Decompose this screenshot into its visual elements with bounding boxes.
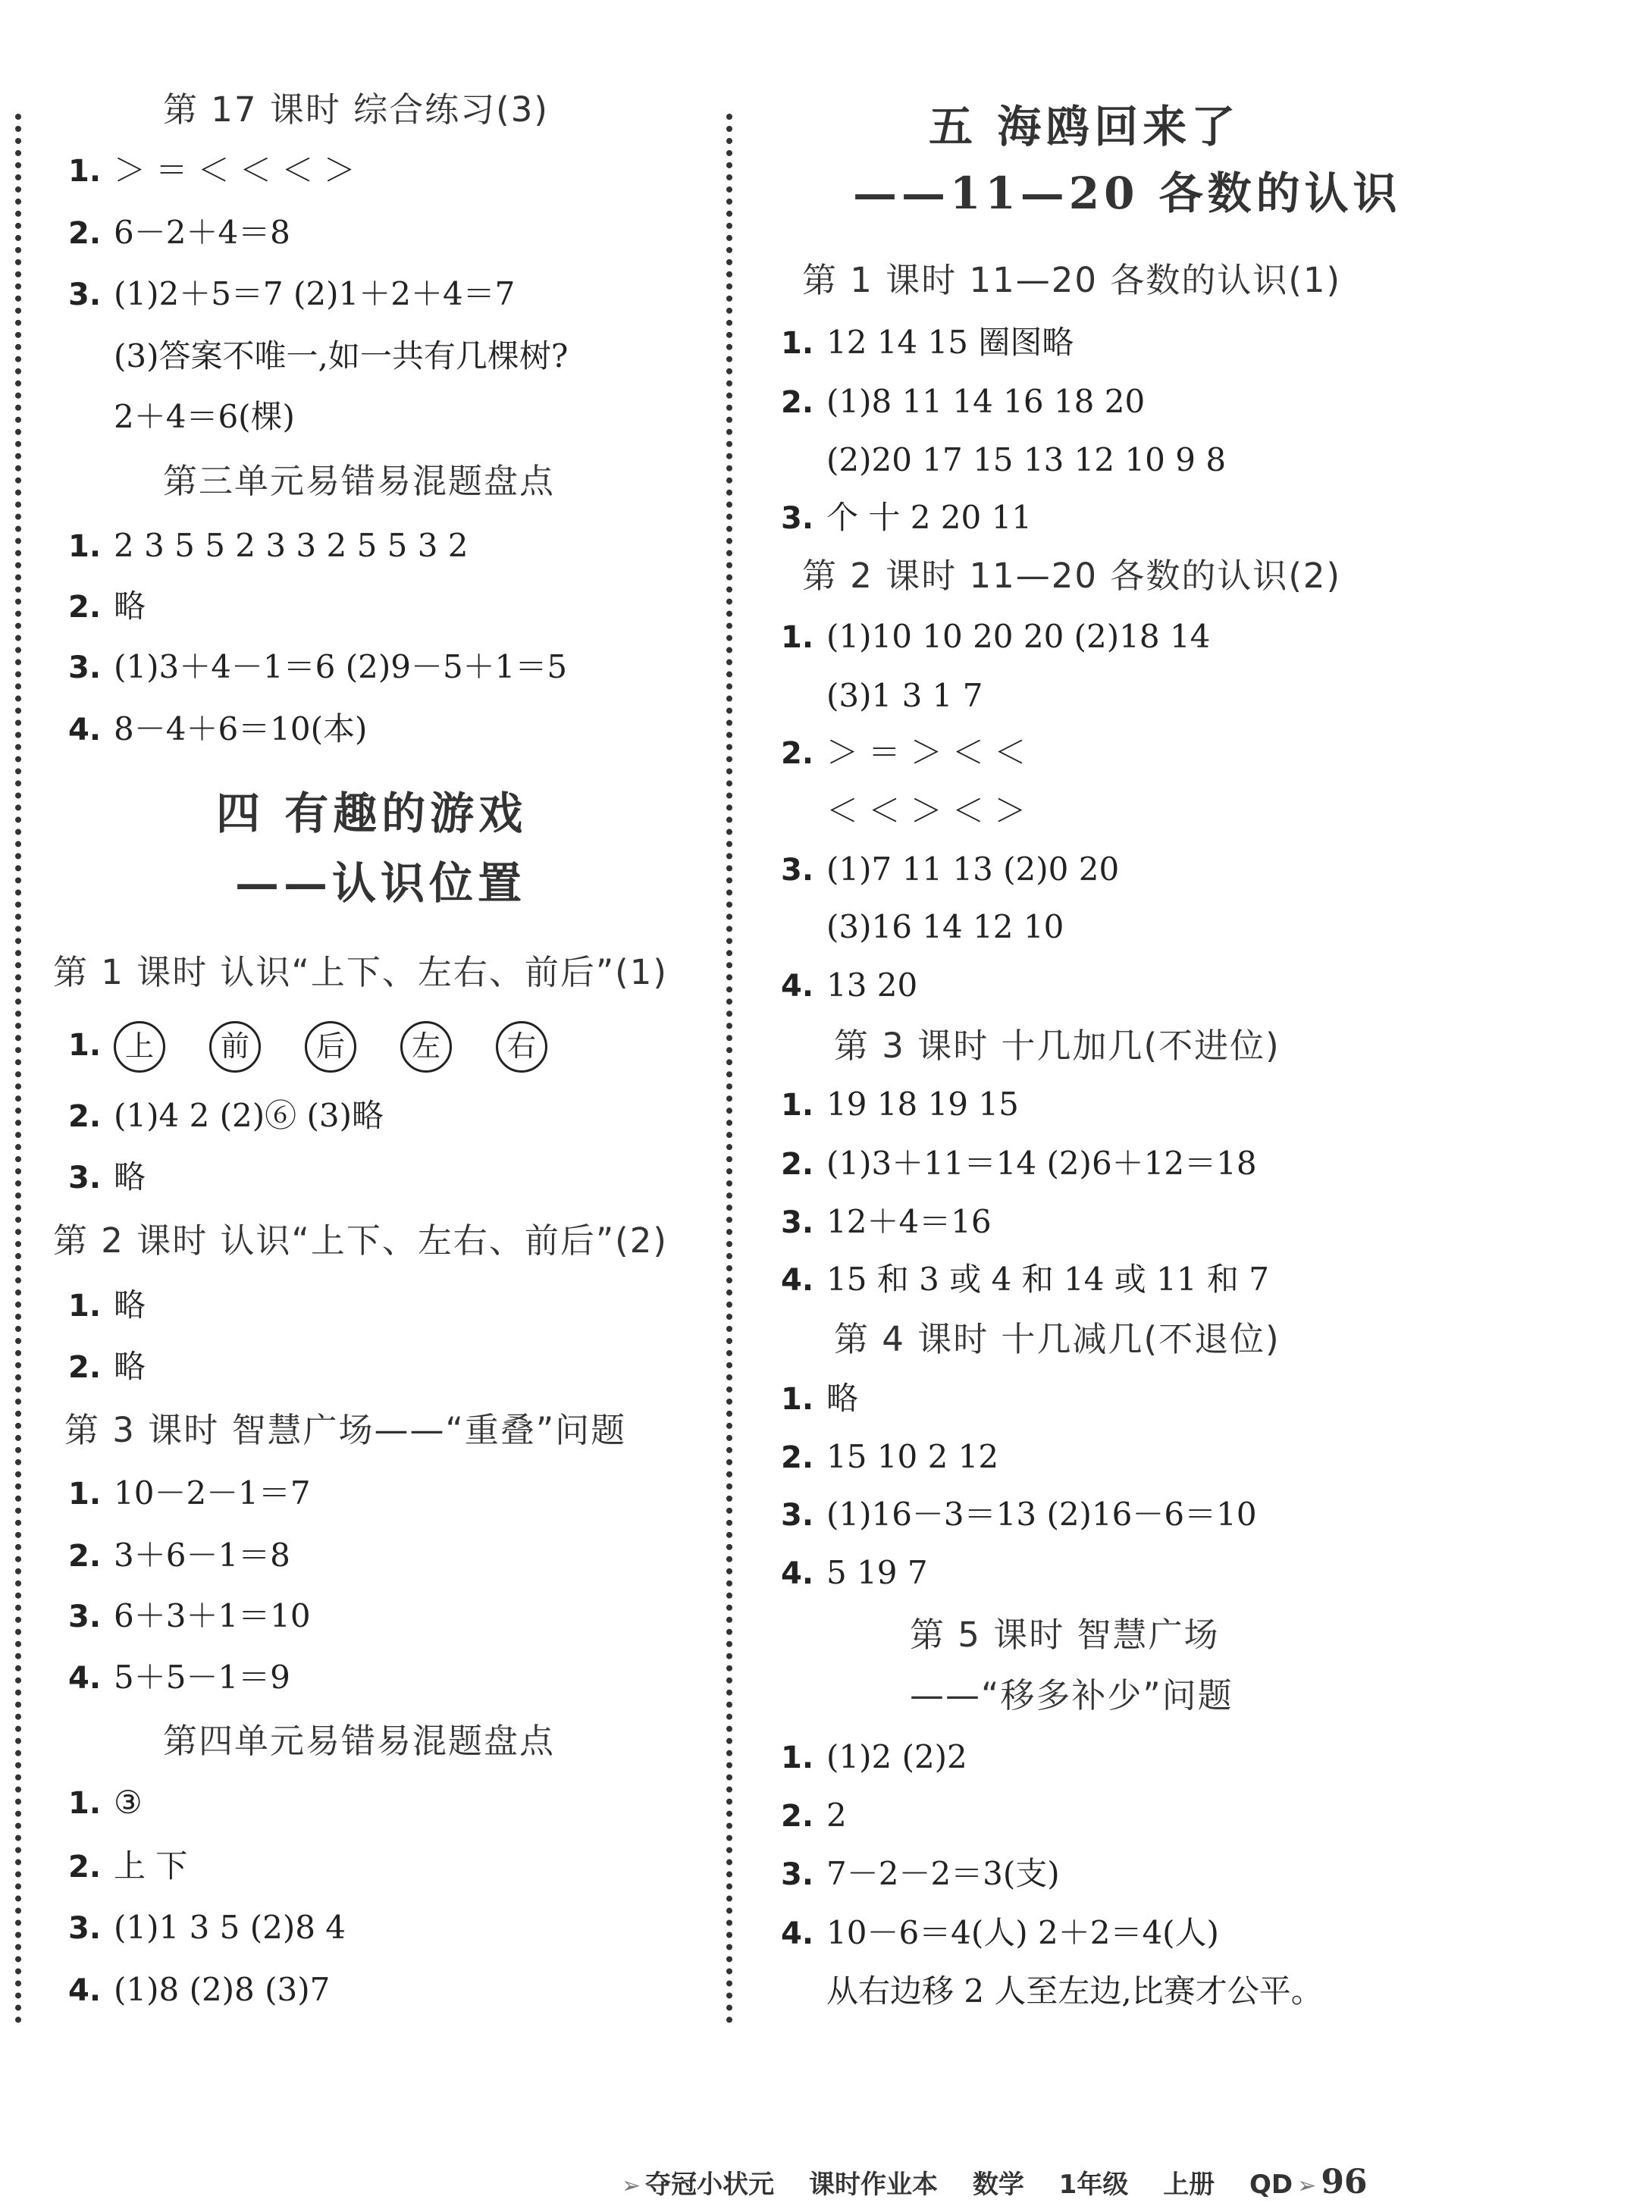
lesson-heading: 第 2 课时 11—20 各数的认识(2) <box>802 556 1342 596</box>
item-number: 4. <box>781 1263 814 1298</box>
item-answer: 2 <box>826 1797 847 1834</box>
answer-item <box>781 1082 1019 1128</box>
circled-character: 左 <box>400 1021 452 1073</box>
item-number: 2. <box>68 1850 102 1885</box>
lesson-heading: 第 17 课时 综合练习(3) <box>163 89 549 130</box>
item-number: 4. <box>781 1916 814 1951</box>
item-number: 3. <box>781 853 814 888</box>
item-answer: 略 <box>114 1348 146 1385</box>
answer-item <box>68 210 290 256</box>
item-number: 1. <box>68 1028 102 1063</box>
item-number: 2. <box>68 590 102 625</box>
item-answer: (1)1 3 5 (2)8 4 <box>114 1909 346 1946</box>
item-answer: 略 <box>114 1158 146 1195</box>
answer-item <box>68 1283 146 1329</box>
item-answer: 5＋5－1＝9 <box>114 1659 290 1696</box>
answer-item <box>781 1376 858 1422</box>
answer-item <box>68 1471 311 1517</box>
answer-item <box>68 148 356 194</box>
answer-item <box>68 271 515 318</box>
item-number: 1. <box>781 1382 814 1417</box>
item-number: 1. <box>781 620 814 655</box>
item-number: 2. <box>68 216 102 251</box>
item-answer: (1)2 (2)2 <box>826 1738 967 1775</box>
item-number: 3. <box>781 1205 814 1240</box>
item-number: 2. <box>781 1440 814 1475</box>
item-answer: 略 <box>114 1286 146 1324</box>
item-number: 3. <box>781 501 814 536</box>
answer-item <box>781 1257 1269 1303</box>
item-number: 3. <box>68 1599 102 1634</box>
item-answer: 2 3 5 5 2 3 3 2 5 5 3 2 <box>114 527 469 564</box>
answer-item <box>68 707 367 753</box>
answer-continuation: ＜ ＜ ＞ ＜ ＞ <box>826 792 1027 829</box>
item-number: 1. <box>68 529 102 564</box>
answer-item <box>68 1844 187 1890</box>
answer-item <box>68 1905 346 1951</box>
center-dotted-divider <box>726 114 732 2024</box>
footer-volume: 上册 <box>1163 2170 1215 2200</box>
answer-item <box>781 847 1119 893</box>
answer-item <box>781 1734 967 1781</box>
item-answer: 8－4＋6＝10(本) <box>114 710 368 747</box>
item-number: 1. <box>781 326 814 361</box>
item-answer: (1)16－3＝13 (2)16－6＝10 <box>826 1496 1257 1533</box>
item-answer: 19 18 19 15 <box>826 1086 1019 1123</box>
page-number: 96 <box>1321 2163 1368 2201</box>
answer-item <box>781 1199 992 1245</box>
answer-item <box>68 1344 146 1390</box>
item-answer: 7－2－2＝3(支) <box>826 1855 1060 1892</box>
answer-item <box>781 1550 928 1596</box>
footer-grade: 1年级 <box>1058 2170 1129 2200</box>
item-answer: 15 和 3 或 4 和 14 或 11 和 7 <box>826 1261 1270 1298</box>
answer-item <box>781 1434 998 1480</box>
item-answer: ＞ ＝ ＞ ＜ ＜ <box>826 734 1027 771</box>
item-answer: (1)3＋11＝14 (2)6＋12＝18 <box>826 1145 1257 1182</box>
item-answer: 13 20 <box>826 967 918 1004</box>
unit-title: 四 有趣的游戏 <box>216 788 528 839</box>
item-answer: 10－2－1＝7 <box>114 1474 311 1512</box>
footer-subject: 数学 <box>972 2170 1024 2200</box>
item-number: 2. <box>781 1799 814 1834</box>
answer-continuation: (3)16 14 12 10 <box>826 908 1064 945</box>
answer-item <box>68 1018 591 1073</box>
lesson-heading: 第四单元易错易混题盘点 <box>163 1721 556 1761</box>
answer-continuation: (3)1 3 1 7 <box>826 677 983 714</box>
item-number: 1. <box>68 1289 102 1324</box>
item-number: 1. <box>68 1786 102 1821</box>
lesson-heading: ——“移多补少”问题 <box>910 1675 1234 1715</box>
circled-character: 上 <box>114 1021 165 1073</box>
answer-item <box>781 963 917 1009</box>
page-footer <box>622 2163 1368 2201</box>
item-answer: ＞ ＝ ＜ ＜ ＜ ＞ <box>114 152 356 189</box>
item-answer: (1)8 11 14 16 18 20 <box>826 383 1146 420</box>
item-number: 2. <box>781 1147 814 1182</box>
item-answer: ③ <box>114 1784 143 1821</box>
item-number: 1. <box>781 1740 814 1775</box>
footer-brand: 夺冠小状元 <box>645 2170 775 2200</box>
lesson-heading: 第 3 课时 十几加几(不进位) <box>834 1026 1281 1066</box>
footer-series: 课时作业本 <box>808 2170 938 2200</box>
answer-item <box>781 320 1074 366</box>
answer-item <box>68 1655 290 1701</box>
lesson-heading: 第 3 课时 智慧广场——“重叠”问题 <box>64 1410 627 1450</box>
answer-item <box>781 1910 1219 1957</box>
item-number: 4. <box>68 1973 102 2008</box>
answer-item <box>781 730 1026 776</box>
unit-title: 五 海鸥回来了 <box>929 101 1240 152</box>
item-number: 3. <box>68 277 102 312</box>
item-number: 2. <box>68 1099 102 1134</box>
item-answer: 个 十 2 20 11 <box>826 499 1033 536</box>
answer-continuation: (3)答案不唯一,如一共有几棵树? <box>114 337 569 374</box>
item-number: 4. <box>68 713 102 747</box>
answer-item <box>68 1093 384 1139</box>
item-answer: 10－6＝4(人) 2＋2＝4(人) <box>826 1914 1219 1951</box>
lesson-heading: 第 4 课时 十几减几(不退位) <box>834 1319 1281 1359</box>
footer-edition: QD <box>1249 2170 1293 2200</box>
item-number: 2. <box>68 1350 102 1385</box>
item-answer: (1)2＋5＝7 (2)1＋2＋4＝7 <box>114 275 516 312</box>
answer-continuation: 2＋4＝6(棵) <box>114 398 295 435</box>
circled-character: 前 <box>209 1021 261 1073</box>
item-answer: 略 <box>826 1380 859 1417</box>
arrow-icon: ➢ <box>1297 2173 1317 2199</box>
item-answer: (1)10 10 20 20 (2)18 14 <box>826 618 1211 655</box>
item-answer: 6＋3＋1＝10 <box>114 1597 311 1634</box>
circled-character: 后 <box>305 1021 356 1073</box>
item-answer: (1)4 2 (2)⑥ (3)略 <box>114 1097 384 1134</box>
item-number: 3. <box>68 1161 102 1195</box>
lesson-heading: 第 1 课时 认识“上下、左右、前后”(1) <box>53 952 668 992</box>
circled-character: 右 <box>496 1021 547 1073</box>
left-dotted-divider <box>15 114 21 2024</box>
item-answer: (1)7 11 13 (2)0 20 <box>826 851 1120 888</box>
answer-continuation: (2)20 17 15 13 12 10 9 8 <box>826 441 1227 478</box>
lesson-heading: 第 5 课时 智慧广场 <box>910 1615 1220 1655</box>
item-number: 3. <box>68 1911 102 1946</box>
answer-item <box>781 379 1145 425</box>
item-answer: (1)3＋4－1＝6 (2)9－5＋1＝5 <box>114 648 568 685</box>
answer-item <box>68 1780 143 1826</box>
item-answer: 3＋6－1＝8 <box>114 1537 290 1574</box>
lesson-heading: 第 1 课时 11—20 各数的认识(1) <box>802 260 1342 300</box>
answer-item <box>781 1851 1060 1897</box>
answer-item <box>68 1155 146 1201</box>
item-number: 3. <box>68 650 102 685</box>
item-answer: 略 <box>114 587 146 625</box>
item-answer: 6－2＋4＝8 <box>114 214 290 251</box>
item-answer: 12 14 15 圈图略 <box>826 324 1074 361</box>
item-number: 2. <box>781 385 814 420</box>
answer-item <box>68 1593 311 1640</box>
item-answer: (1)8 (2)8 (3)7 <box>114 1971 331 2008</box>
answer-item <box>781 1141 1257 1187</box>
item-number: 4. <box>781 1556 814 1591</box>
item-answer: 上 下 <box>114 1847 188 1885</box>
item-number: 4. <box>781 969 814 1004</box>
item-number: 4. <box>68 1661 102 1696</box>
answer-item <box>781 1793 847 1839</box>
answer-item <box>781 614 1210 660</box>
answer-item <box>781 495 1032 541</box>
answer-item <box>68 1967 330 2013</box>
item-answer: 5 19 7 <box>826 1554 928 1591</box>
answer-item <box>68 1533 290 1579</box>
item-number: 3. <box>781 1857 814 1892</box>
unit-title: ——11—20 各数的认识 <box>853 168 1402 219</box>
item-number: 1. <box>68 1477 102 1512</box>
arrow-icon: ➢ <box>622 2173 641 2199</box>
item-number: 1. <box>781 1088 814 1123</box>
answer-item <box>68 644 567 691</box>
item-number: 2. <box>68 1539 102 1574</box>
item-answer: 15 10 2 12 <box>826 1438 999 1475</box>
item-answer: 12＋4＝16 <box>826 1203 992 1240</box>
answer-item <box>68 584 146 630</box>
lesson-heading: 第三单元易错易混题盘点 <box>163 461 556 501</box>
answer-item <box>781 1492 1257 1538</box>
lesson-heading: 第 2 课时 认识“上下、左右、前后”(2) <box>53 1220 668 1261</box>
item-number: 2. <box>781 736 814 771</box>
unit-title: ——认识位置 <box>235 857 527 909</box>
item-number: 1. <box>68 154 102 189</box>
answer-item <box>68 523 469 569</box>
item-number: 3. <box>781 1498 814 1533</box>
answer-continuation: 从右边移 2 人至左边,比赛才公平。 <box>826 1972 1323 2010</box>
